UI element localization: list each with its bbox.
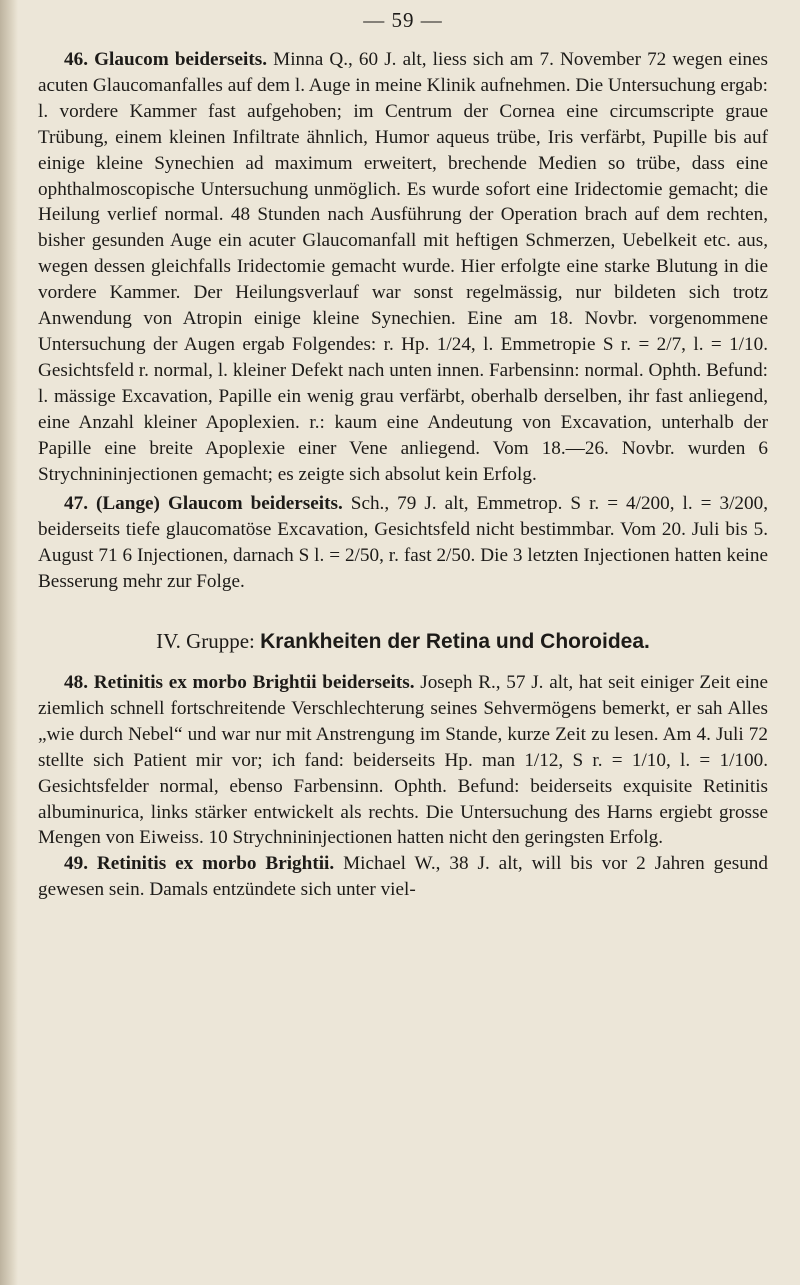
case-48-heading: 48. Retinitis ex morbo Brightii beiderseits.	[64, 672, 415, 694]
case-47-heading: 47. (Lange) Glaucom beiderseits.	[64, 493, 343, 515]
section-title: Krankheiten der Retina und Choroidea.	[260, 630, 650, 654]
section-number: IV. Gruppe:	[156, 629, 255, 654]
case-47-text: Sch., 79 J. alt, Emmetrop. S r. = 4/200, l. = 3/200, beiderseits tiefe glaucomatöse Excavation, Gesichtsfeld nicht bestimmbar. Vom 20. Juli bis 5. August 71 6 Injectionen, darnach S l. = 2/50, r. fast 2/50. Die 3 letzten Injectionen hatten keine Besserung mehr zur Folge.	[38, 493, 768, 593]
case-48	[38, 670, 768, 851]
case-46	[38, 47, 768, 487]
case-49	[38, 851, 768, 903]
book-spine-shadow	[0, 0, 18, 1285]
book-page	[38, 8, 768, 903]
case-48-text: Joseph R., 57 J. alt, hat seit einiger Zeit eine ziemlich schnell fortschreitende Verschlechterung seines Sehvermögens bemerkt, er sah Alles „wie durch Nebel“ und war nur mit Anstrengung im Stande, kurze Zeit zu lesen. Am 4. Juli 72 stellte sich Patient mir vor; ich fand: beiderseits Hp. man 1/12, S r. = 1/10, l. = 1/100. Gesichtsfelder normal, ebenso Farbensinn. Ophth. Befund: beiderseits exquisite Retinitis albuminurica, links stärker entwickelt als rechts. Die Untersuchung des Harns ergiebt grosse Mengen von Eiweiss. 10 Strychnininjectionen hatten nicht den geringsten Erfolg.	[38, 672, 769, 849]
case-47	[38, 491, 768, 595]
case-46-heading: 46. Glaucom beiderseits.	[64, 49, 268, 70]
section-heading	[38, 629, 768, 654]
case-46-text: Minna Q., 60 J. alt, liess sich am 7. November 72 wegen eines acuten Glaucomanfalles auf dem l. Auge in meine Klinik aufnehmen. Die Untersuchung ergab: l. vordere Kammer fast aufgehoben; im Centrum der Cornea eine circumscripte graue Trübung, einem kleinen Infiltrate ähnlich, Humor aqueus trübe, Iris verfärbt, Pupille bis auf einige kleine Synechien ad maximum erweitert, brechende Medien so trübe, dass eine ophthalmoscopische Untersuchung unmöglich. Es wurde sofort eine Iridectomie gemacht; die Heilung verlief normal. 48 Stunden nach Ausführung der Operation brach auf dem rechten, bisher gesunden Auge ein acuter Glaucomanfall mit heftigen Schmerzen, Uebelkeit etc. aus, wegen dessen gleichfalls Iridectomie gemacht wurde. Hier erfolgte eine starke Blutung in die vordere Kammer. Der Heilungsverlauf war sonst regelmässig, nur bildeten sich trotz Anwendung von Atropin einige kleine Synechien. Eine am 18. Novbr. vorgenommene Untersuchung der Augen ergab Folgendes: r. Hp. 1/24, l. Emmetropie S r. = 2/7, l. = 1/10. Gesichtsfeld r. normal, l. kleiner Defekt nach unten innen. Farbensinn: normal. Ophth. Befund: l. mässige Excavation, Papille ein wenig grau verfärbt, oberhalb derselben, ihr fast anliegend, eine Anzahl kleiner Apoplexien. r.: kaum eine Andeutung von Excavation, unterhalb der Papille eine breite Apoplexie einer Vene anliegend. Vom 18.—26. Novbr. wurden 6 Strychnininjectionen gemacht; es zeigte sich absolut kein Erfolg.	[38, 49, 768, 485]
case-49-text: Michael W., 38 J. alt, will bis vor 2 Jahren gesund gewesen sein. Damals entzündete sich unter viel-	[38, 853, 768, 901]
case-49-heading: 49. Retinitis ex morbo Brightii.	[64, 853, 335, 875]
page-number: — 59 —	[363, 8, 443, 32]
